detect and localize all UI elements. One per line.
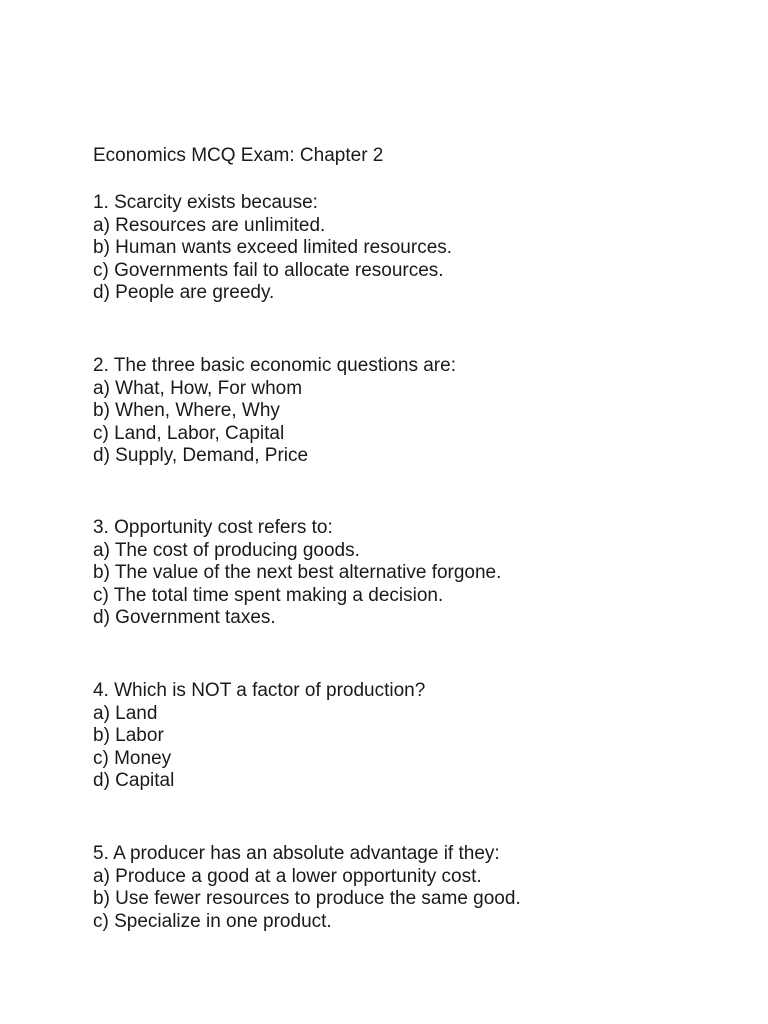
question-2	[93, 355, 456, 468]
question-4	[93, 680, 425, 793]
question-stem: 1. Scarcity exists because:	[93, 192, 318, 213]
question-1	[93, 192, 452, 305]
answer-option: c) Money	[93, 747, 172, 769]
answer-option: d) People are greedy.	[93, 282, 275, 303]
answer-option: b) The value of the next best alternative forgone.	[93, 562, 502, 583]
question-stem: 3. Opportunity cost refers to:	[93, 517, 333, 538]
answer-option: a) Land	[93, 702, 158, 724]
answer-option: b) Human wants exceed limited resources.	[93, 237, 453, 258]
answer-option: d) Government taxes.	[93, 607, 276, 628]
question-stem: 5. A producer has an absolute advantage if they:	[93, 843, 500, 864]
document-title: Economics MCQ Exam: Chapter 2	[93, 145, 384, 166]
answer-option: a) The cost of producing goods.	[93, 539, 360, 561]
answer-option: b) When, Where, Why	[93, 400, 280, 421]
answer-option: a) Produce a good at a lower opportunity cost.	[93, 865, 482, 887]
answer-option: c) The total time spent making a decision.	[93, 584, 444, 606]
answer-option: b) Use fewer resources to produce the same good.	[93, 888, 521, 909]
answer-option: a) Resources are unlimited.	[93, 214, 326, 236]
answer-option: c) Governments fail to allocate resources.	[93, 259, 444, 281]
answer-option: d) Supply, Demand, Price	[93, 445, 309, 466]
answer-option: c) Land, Labor, Capital	[93, 422, 285, 444]
answer-option: a) What, How, For whom	[93, 377, 303, 399]
question-stem: 2. The three basic economic questions are:	[93, 355, 456, 376]
answer-option: d) Capital	[93, 770, 175, 791]
question-3	[93, 517, 501, 630]
question-stem: 4. Which is NOT a factor of production?	[93, 680, 426, 701]
question-5	[93, 843, 521, 933]
answer-option: b) Labor	[93, 725, 164, 746]
answer-option: c) Specialize in one product.	[93, 910, 332, 932]
